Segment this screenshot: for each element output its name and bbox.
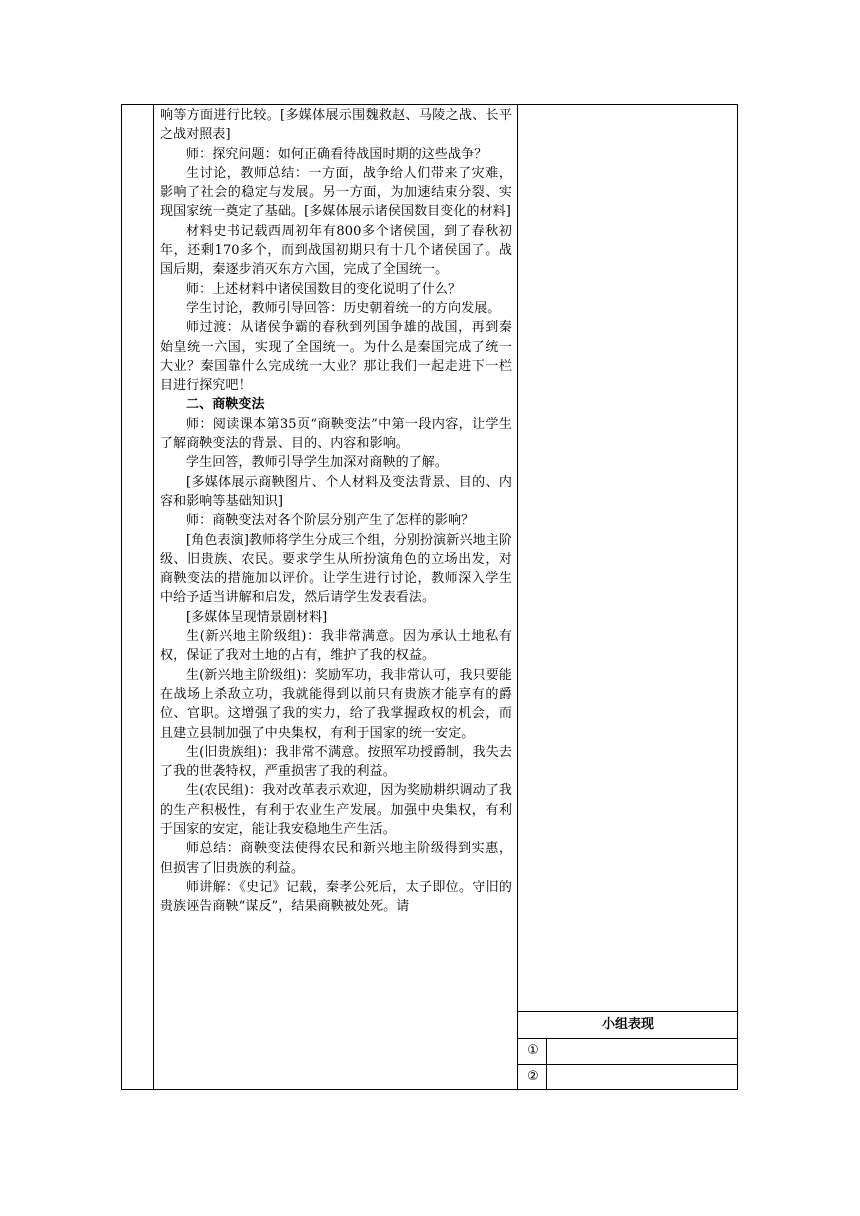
lesson-paragraph: 学生讨论，教师引导回答：历史朝着统一的方向发展。	[186, 300, 501, 316]
lesson-paragraph: 生(农民组)：我对改革表示欢迎，因为奖励耕织调动了我的生产积极性，有利于农业生产发展。加强中央集权，有利于国家的安定，能让我安稳地生产生活。	[160, 783, 512, 837]
lesson-paragraph: [多媒体呈现情景剧材料]	[186, 609, 328, 625]
lesson-paragraph: 生讨论，教师总结：一方面，战争给人们带来了灾难，影响了社会的稳定与发展。另一方面，为加速结束分裂、实现国家统一奠定了基础。[多媒体展示诸侯国数目变化的材料]	[160, 165, 512, 220]
group-number-divider	[546, 1038, 547, 1090]
lesson-paragraph: 师：阅读课本第35页“商鞅变法”中第一段内容，让学生了解商鞅变法的背景、目的、内容和影响。	[160, 416, 512, 452]
lesson-paragraph: 师过渡：从诸侯争霸的春秋到列国争雄的战国，再到秦始皇统一六国，实现了全国统一。为什么是秦国完成了统一大业？秦国靠什么完成统一大业？那让我们一起走进下一栏目进行探究吧！	[160, 320, 512, 394]
lesson-paragraph: 生(新兴地主阶级组)：我非常满意。因为承认土地私有权，保证了我对土地的占有，维护了我的权益。	[160, 629, 512, 664]
lesson-paragraph: [多媒体展示商鞅图片、个人材料及变法背景、目的、内容和影响等基础知识]	[160, 474, 512, 509]
lesson-paragraph: 师：上述材料中诸侯国数目的变化说明了什么？	[186, 281, 462, 297]
lesson-paragraph: 师：探究问题：如何正确看待战国时期的这些战争？	[186, 146, 488, 162]
group-row-number-2: ②	[527, 1069, 539, 1084]
lesson-paragraph: 生(旧贵族组)：我非常不满意。按照军功授爵制，我失去了我的世袭特权，严重损害了我的利益。	[160, 744, 512, 780]
lesson-paragraph: 材料史书记载西周初年有800多个诸侯国，到了春秋初年，还剩170多个，而到战国初期只有十几个诸侯国了。战国后期，秦逐步消灭东方六国，完成了全国统一。	[160, 223, 512, 278]
column-divider-left	[153, 104, 154, 1090]
group-row-number-1: ①	[527, 1043, 539, 1058]
lesson-paragraph: 学生回答，教师引导学生加深对商鞅的了解。	[186, 455, 449, 471]
lesson-paragraph: [角色表演]教师将学生分成三个组，分别扮演新兴地主阶级、旧贵族、农民。要求学生从所扮演角色的立场出发，对商鞅变法的措施加以评价。让学生进行讨论，教师深入学生中给予适当讲解和启发，然后请学生发表看法。	[160, 532, 512, 606]
lesson-paragraph: 师总结：商鞅变法使得农民和新兴地主阶级得到实惠，但损害了旧贵族的利益。	[160, 841, 512, 876]
section-heading: 二、商鞅变法	[186, 397, 265, 413]
lesson-paragraph: 响等方面进行比较。[多媒体展示围魏救赵、马陵之战、长平之战对照表]	[160, 108, 512, 143]
group-performance-title: 小组表现	[601, 1017, 654, 1032]
group-row-divider-2	[517, 1064, 738, 1065]
lesson-paragraph: 师讲解：《史记》记载，秦孝公死后，太子即位。守旧的贵族诬告商鞅“谋反”，结果商鞅被处死。请	[160, 879, 512, 915]
group-row-divider-1	[517, 1038, 738, 1039]
lesson-paragraph: 生(新兴地主阶级组)：奖励军功，我非常认可，我只要能在战场上杀敌立功，我就能得到以前只有贵族才能享有的爵位、官职。这增强了我的实力，给了我掌握政权的机会，而且建立县制加强了中央集权，有利于国家的统一安定。	[160, 667, 512, 741]
column-divider-right	[517, 104, 518, 1090]
lesson-body-text	[160, 106, 512, 916]
lesson-paragraph: 师：商鞅变法对各个阶层分别产生了怎样的影响？	[186, 513, 475, 529]
